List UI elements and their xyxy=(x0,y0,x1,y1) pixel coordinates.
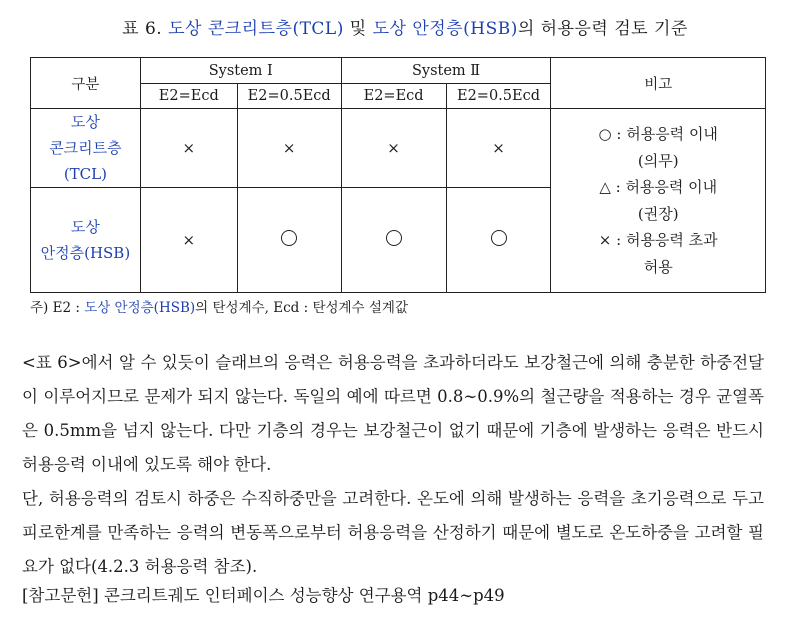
cross-mark: × xyxy=(140,188,237,293)
remark-line: (권장) xyxy=(637,204,679,223)
subheader-cell: E2=0.5Ecd xyxy=(237,84,341,109)
header-remarks: 비고 xyxy=(551,58,766,109)
remark-line: △ : 허용응력 이내 xyxy=(599,178,718,196)
circle-icon xyxy=(491,230,507,246)
circle-icon xyxy=(386,230,402,246)
footnote-blue: 도상 안정층(HSB) xyxy=(84,300,196,316)
footnote-prefix: 주) E2 : xyxy=(30,300,85,316)
body-paragraph xyxy=(22,346,764,584)
stress-criteria-table xyxy=(30,57,766,293)
circle-mark xyxy=(341,188,446,293)
row-label-line: (TCL) xyxy=(63,165,107,183)
circle-mark xyxy=(237,188,341,293)
title-part1: 도상 콘크리트층(TCL) xyxy=(168,19,344,39)
remarks-cell xyxy=(551,109,766,293)
remark-line: × : 허용응력 초과 xyxy=(598,231,718,249)
subheader-cell: E2=0.5Ecd xyxy=(446,84,551,109)
row-label-hsb xyxy=(31,188,141,293)
row-label-tcl xyxy=(31,109,141,188)
remark-line: 허용 xyxy=(643,257,673,276)
reference-line: [참고문헌] 콘크리트궤도 인터페이스 성능향상 연구용역 p44∼p49 xyxy=(22,586,505,605)
header-system2: System Ⅱ xyxy=(341,58,551,84)
paragraph-2: 단, 허용응력의 검토시 하중은 수직하중만을 고려한다. 온도에 의해 발생하는 응력을 초기응력으로 두고 피로한계를 만족하는 응력의 변동폭으로부터 허용응력을 산정하기 때문에 별도로 온도하중을 고려할 필요가 없다(4.2.3 허용응력 참조). xyxy=(22,489,764,576)
row-label-line: 콘크리트층 xyxy=(49,139,122,157)
cross-mark: × xyxy=(341,109,446,188)
title-suffix: 의 허용응력 검토 기준 xyxy=(517,19,688,39)
title-prefix: 표 6. xyxy=(122,19,169,39)
circle-mark xyxy=(446,188,551,293)
cross-mark: × xyxy=(446,109,551,188)
title-mid: 및 xyxy=(343,19,373,39)
row-label-line: 도상 xyxy=(70,113,100,131)
remark-line: (의무) xyxy=(637,151,679,170)
subheader-cell: E2=Ecd xyxy=(341,84,446,109)
row-label-line: 안정층(HSB) xyxy=(40,244,131,262)
header-system1: System Ⅰ xyxy=(140,58,341,84)
paragraph-1: <표 6>에서 알 수 있듯이 슬래브의 응력은 허용응력을 초과하더라도 보강철근에 의해 충분한 하중전달이 이루어지므로 문제가 되지 않는다. 독일의 예에 따르면 0.8∼0.9%의 철근량을 적용하는 경우 균열폭은 0.5mm을 넘지 않는다. 다만 기층의 경우는 보강철근이 없기 때문에 기층에 발생하는 응력은 반드시 허용응력 이내에 있도록 해야 한다. xyxy=(22,353,764,474)
cross-mark: × xyxy=(140,109,237,188)
footnote-suffix: 의 탄성계수, Ecd : 탄성계수 설계값 xyxy=(195,300,409,316)
row-label-line: 도상 xyxy=(70,218,100,236)
table-footnote xyxy=(30,296,408,316)
cross-mark: × xyxy=(237,109,341,188)
remark-line: ○ : 허용응력 이내 xyxy=(598,125,718,143)
title-part2: 도상 안정층(HSB) xyxy=(372,19,518,39)
header-category: 구분 xyxy=(31,58,141,109)
table-title xyxy=(0,14,810,39)
subheader-cell: E2=Ecd xyxy=(140,84,237,109)
circle-icon xyxy=(281,230,297,246)
